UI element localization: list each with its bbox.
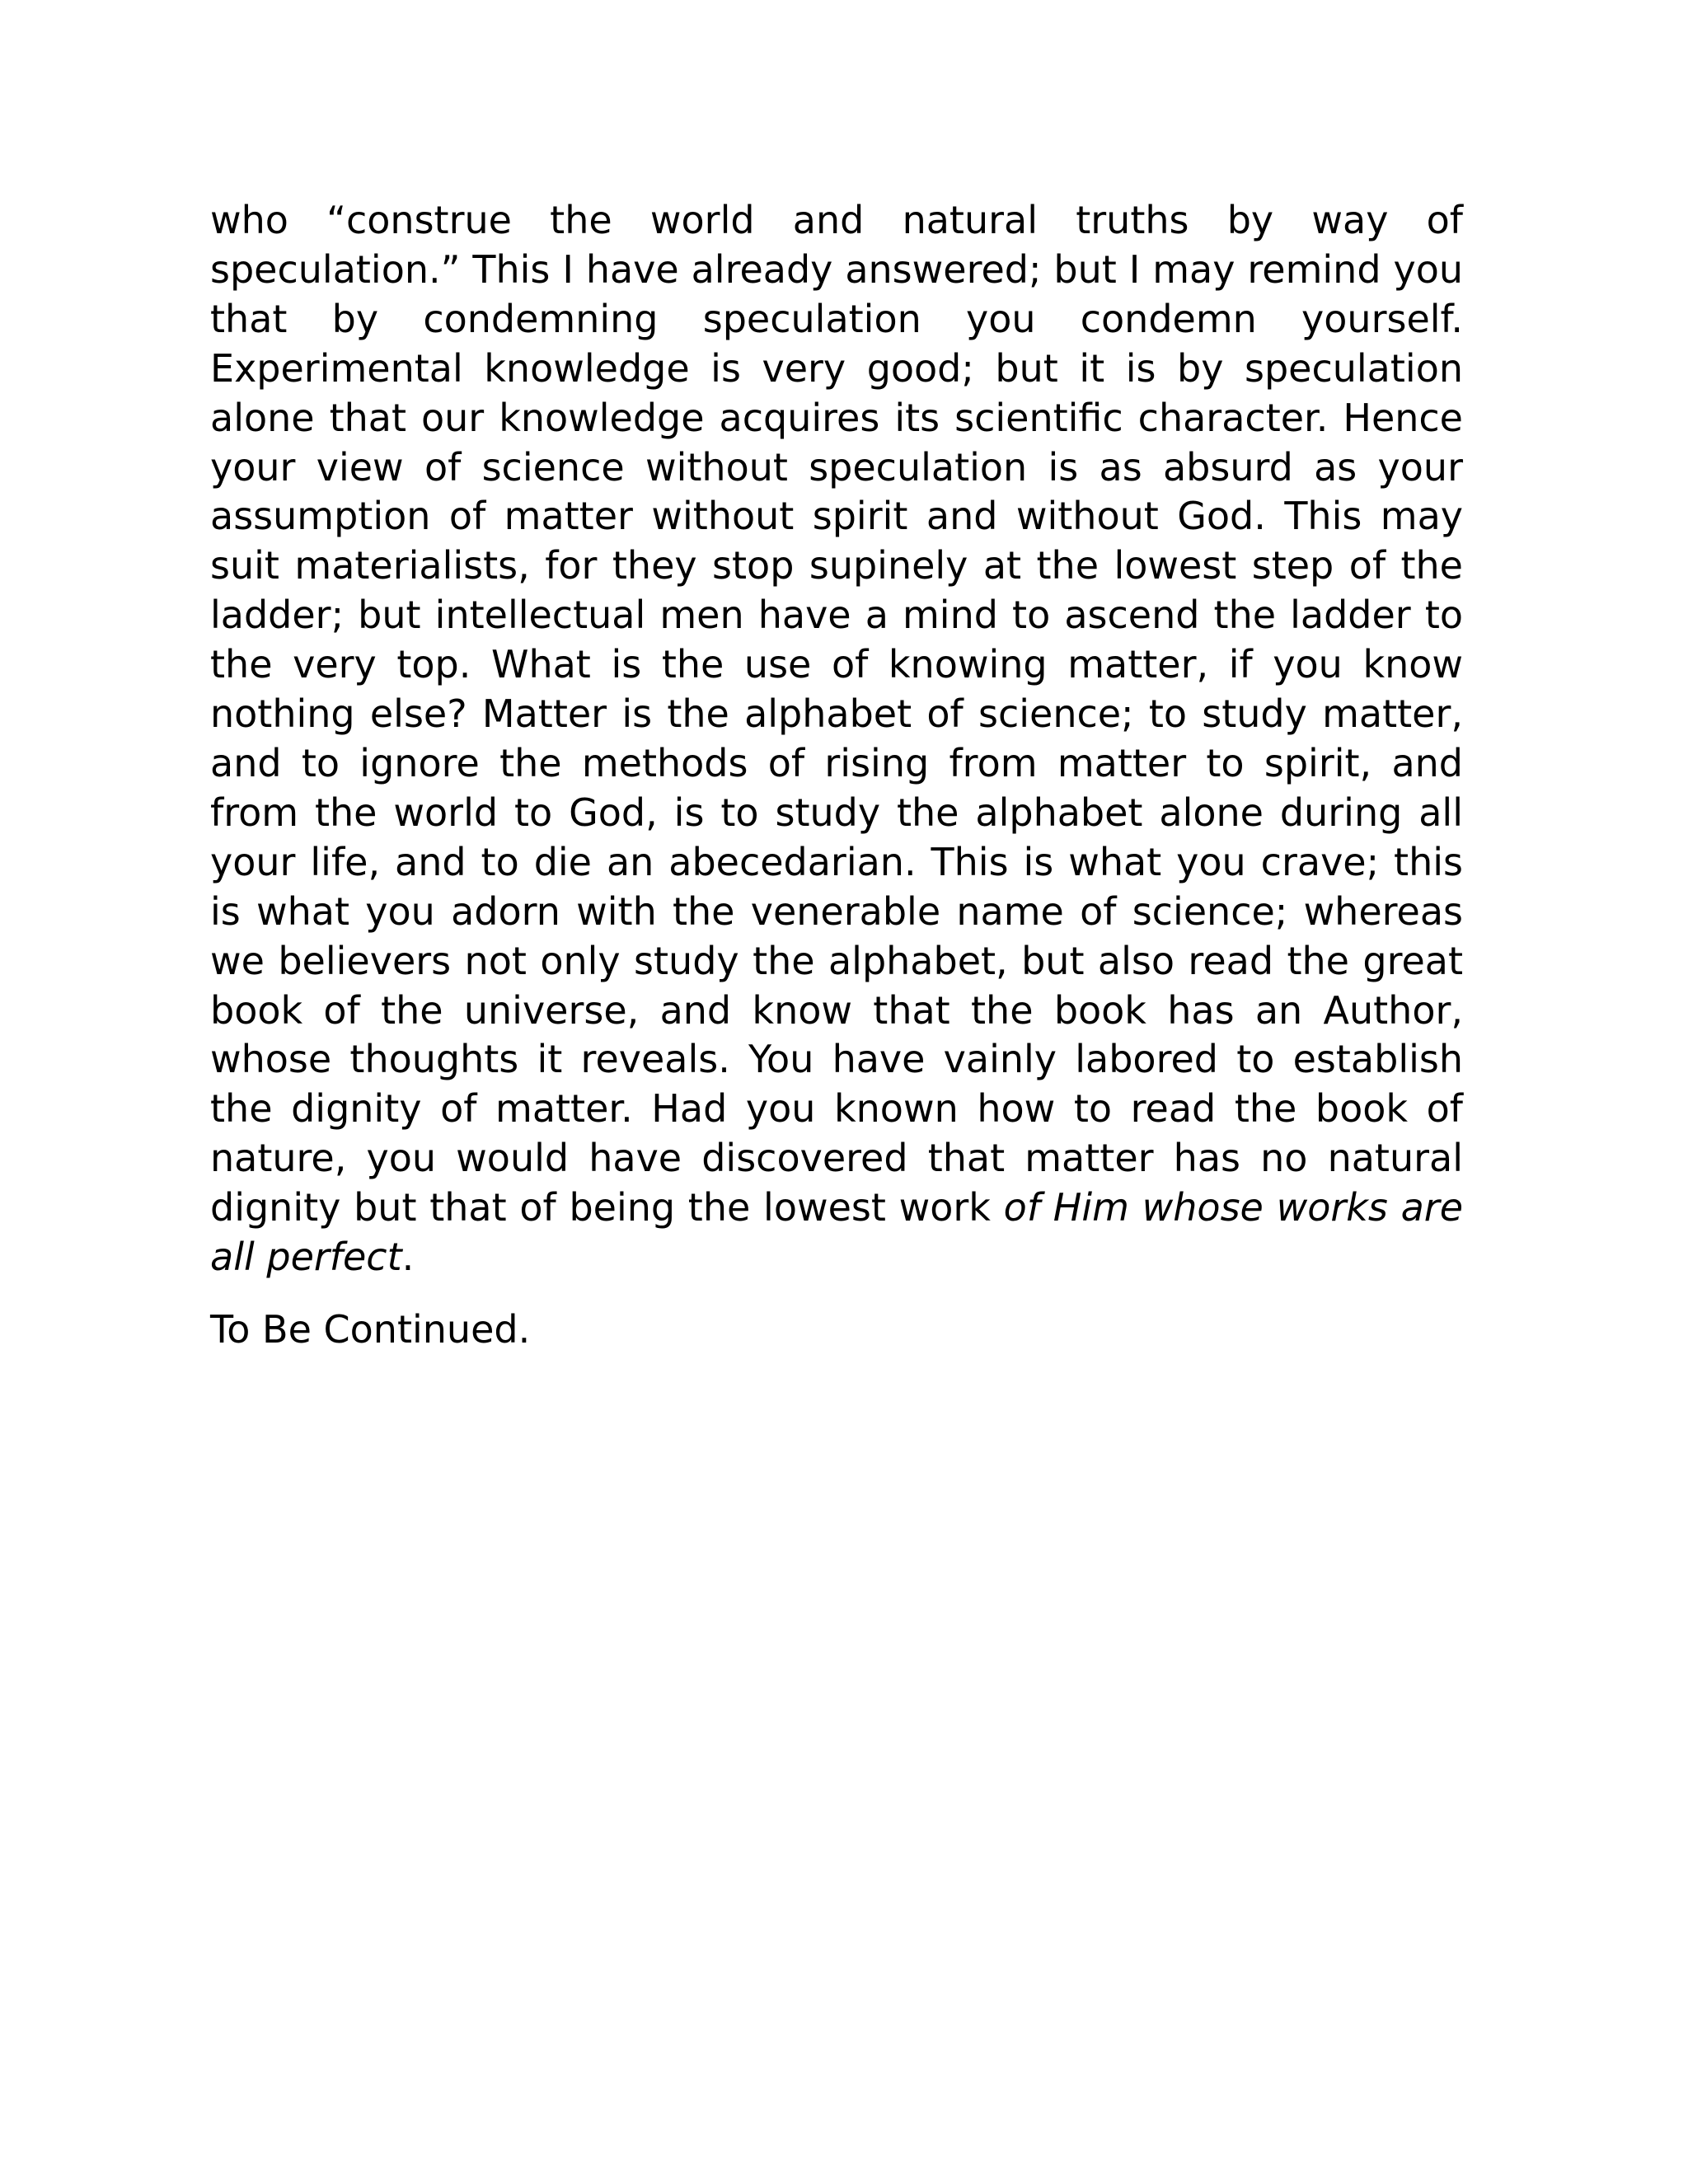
closing-line: To Be Continued. — [210, 1306, 531, 1352]
text-body — [210, 196, 1463, 1355]
italic-phrase: of Him whose works are all perfect — [210, 1185, 1463, 1280]
paragraph-text: who “construe the world and natural truths by way of speculation.” This I have already answered; but I may remind you that by condemning speculation you condemn yourself. Experimental knowledge is very good; but it is by speculation alone that our knowledge acquires its scientific character. Hence your view of science without speculation is as absurd as your assumption of matter without spirit and without God. This may suit materialists, for they stop supinely at the lowest step of the ladder; but intellectual men have a mind to ascend the ladder to the very top. What is the use of knowing matter, if you know nothing else? Matter is the alphabet of science; to study matter, and to ignore the methods of rising from matter to spirit, and from the world to God, is to study the alphabet alone during all your life, and to die an abecedarian. This is what you crave; this is what you adorn with the venerable name of science; whereas we believers not only study the alphabet, but also read the great book of the universe, and know that the book has an Author, whose thoughts it reveals. You have vainly labored to establish the dignity of matter. Had you known how to read the book of nature, you would have discovered that matter has no natural dignity but that of being the lowest work — [210, 198, 1463, 1230]
paragraph-end-punctuation: . — [401, 1235, 415, 1280]
body-paragraph — [210, 196, 1463, 1282]
